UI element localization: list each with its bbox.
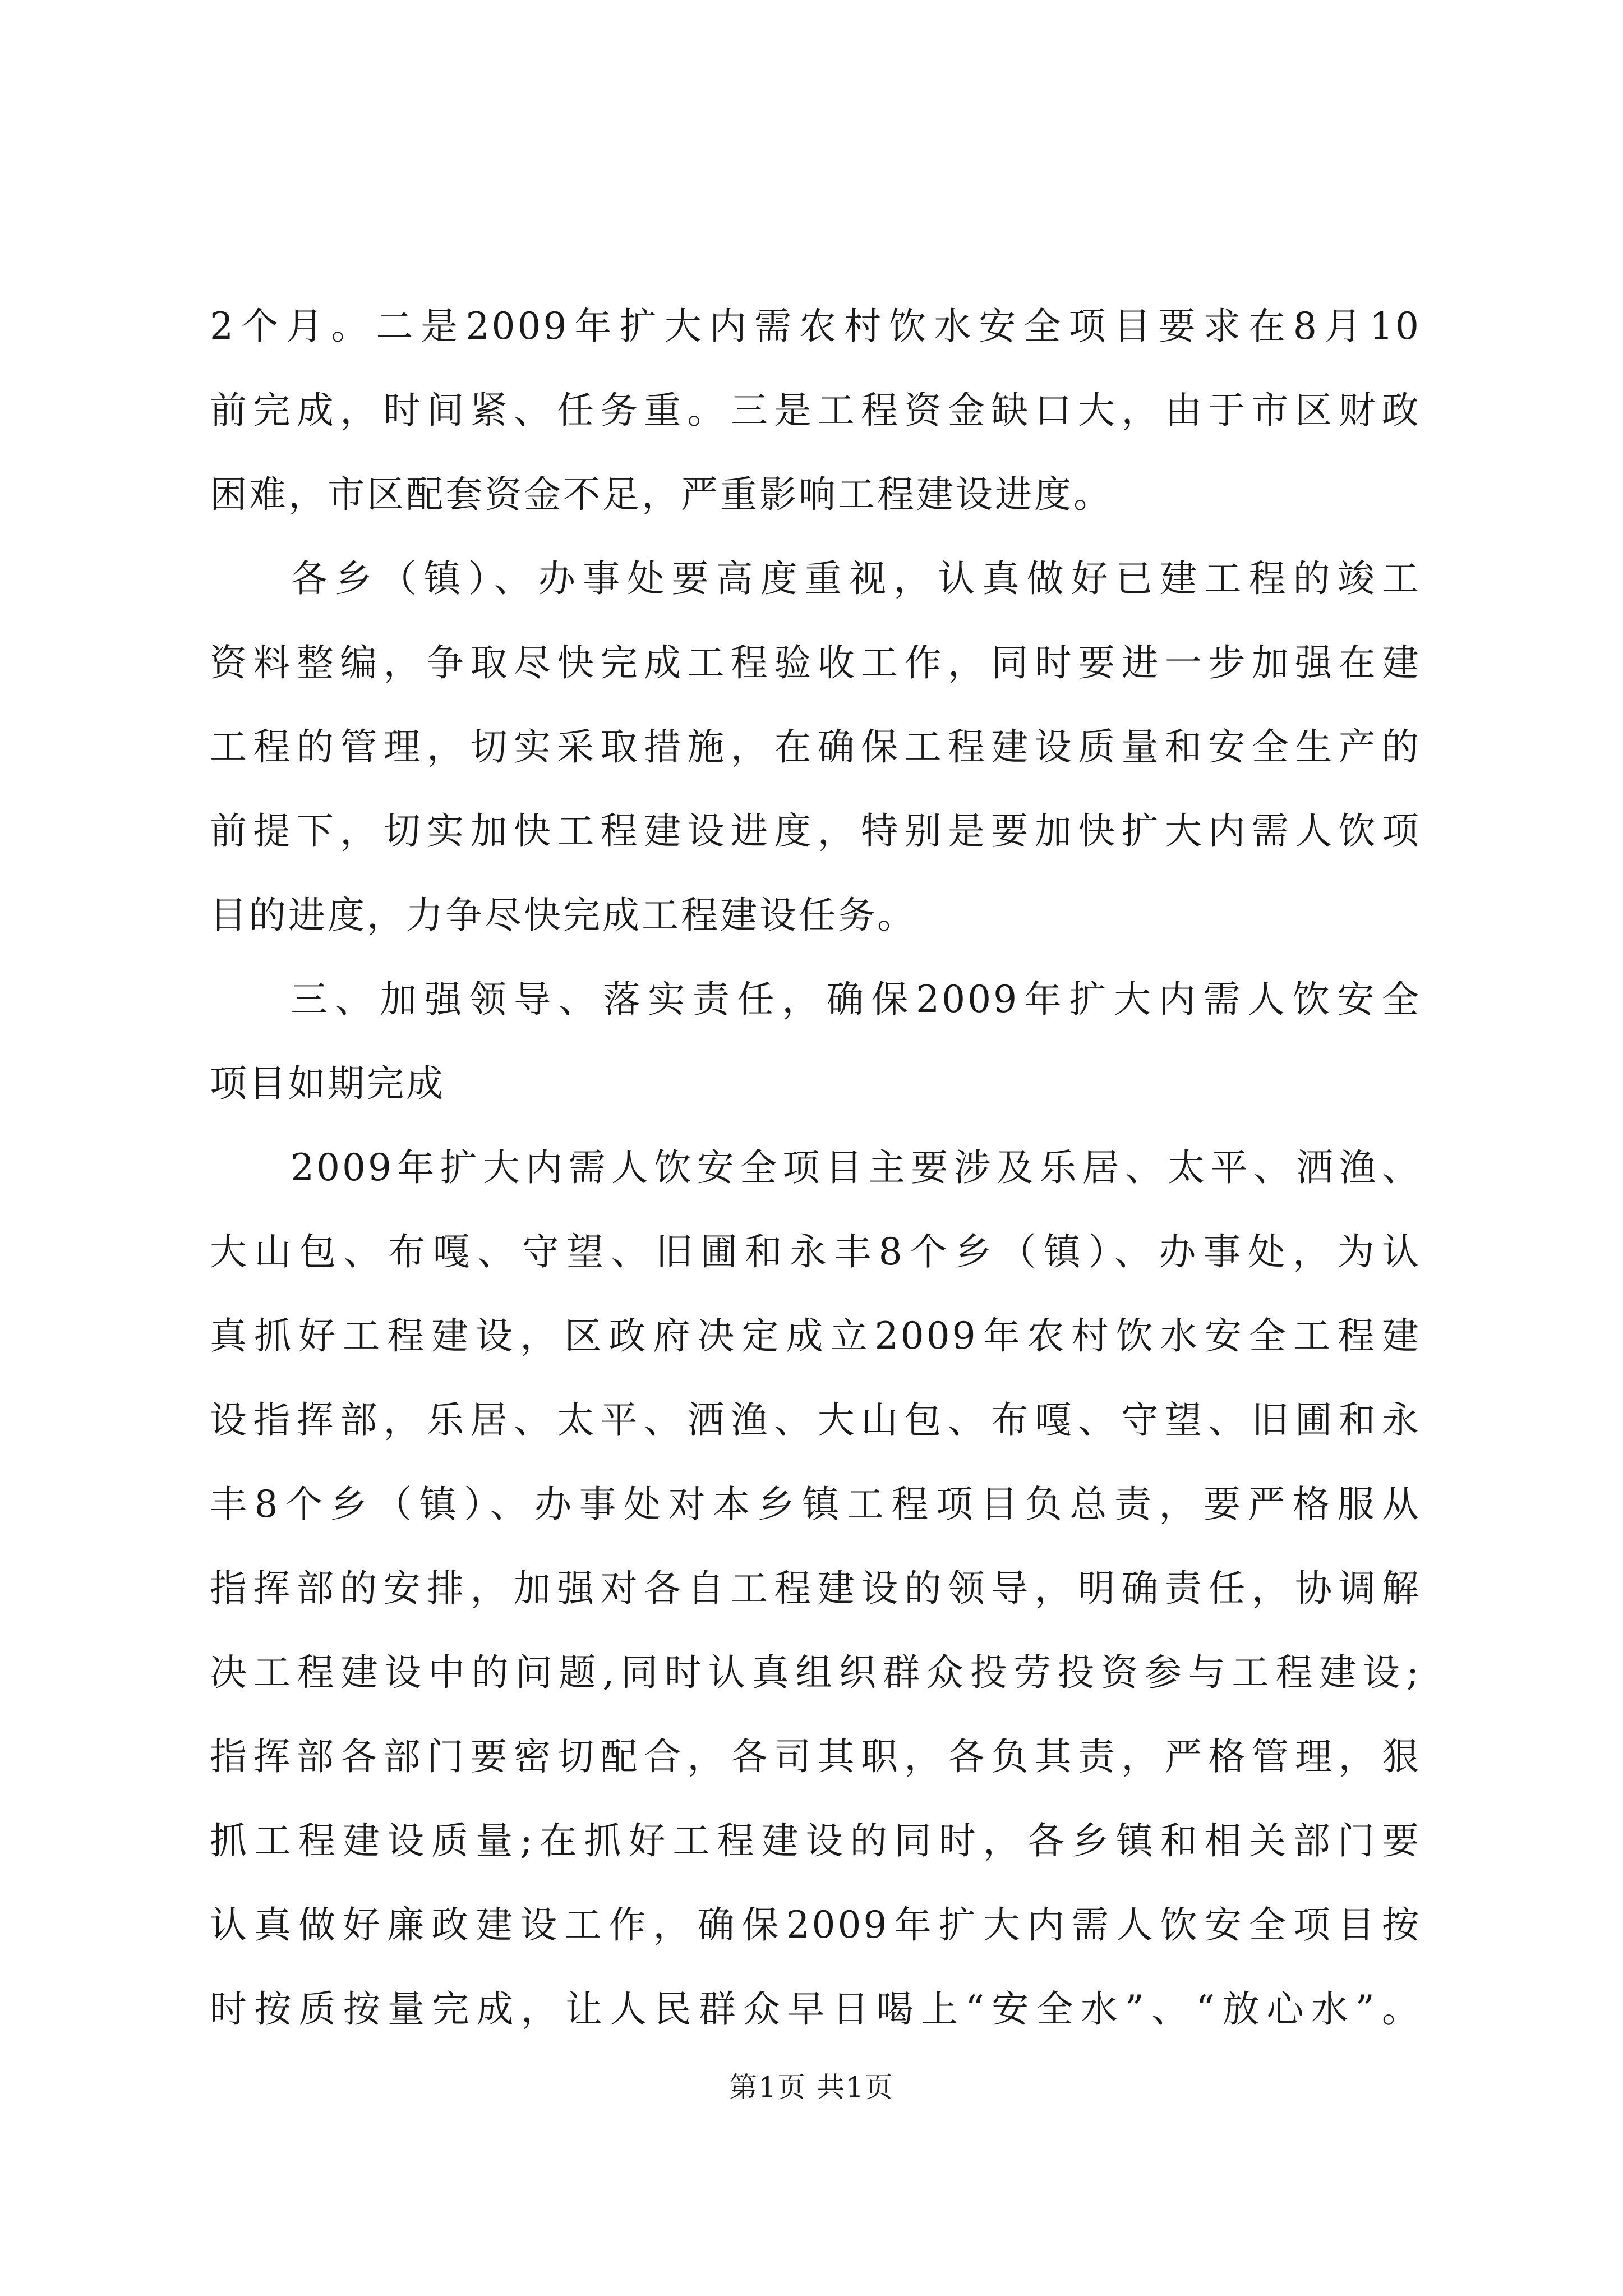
body-line: 2个月。二是2009年扩大内需农村饮水安全项目要求在8月10 (210, 305, 1421, 348)
body-line: 决工程建设中的问题,同时认真组织群众投劳投资参与工程建设; (210, 1651, 1421, 1694)
page-footer: 第1页 共1页 (729, 2071, 894, 2104)
body-line: 真抓好工程建设，区政府决定成立2009年农村饮水安全工程建 (210, 1314, 1421, 1358)
body-line: 前完成，时间紧、任务重。三是工程资金缺口大，由于市区财政 (210, 389, 1421, 432)
body-line: 目的进度，力争尽快完成工程建设任务。 (210, 894, 916, 937)
body-line: 指挥部的安排，加强对各自工程建设的领导，明确责任，协调解 (210, 1567, 1421, 1610)
paragraph-first-line: 2009年扩大内需人饮安全项目主要涉及乐居、太平、洒渔、 (291, 1146, 1421, 1189)
body-line: 困难，市区配套资金不足，严重影响工程建设进度。 (210, 473, 1113, 516)
body-line: 前提下，切实加快工程建设进度，特别是要加快扩大内需人饮项 (210, 809, 1421, 853)
body-line: 大山包、布嘎、守望、旧圃和永丰8个乡（镇）、办事处，为认 (210, 1230, 1421, 1273)
section-heading: 三、加强领导、落实责任，确保2009年扩大内需人饮安全 (291, 978, 1421, 1021)
body-line: 指挥部各部门要密切配合，各司其职，各负其责，严格管理，狠 (210, 1735, 1421, 1778)
paragraph-first-line: 各乡（镇）、办事处要高度重视，认真做好已建工程的竣工 (291, 557, 1421, 600)
section-heading-continued: 项目如期完成 (210, 1062, 445, 1105)
body-line: 资料整编，争取尽快完成工程验收工作，同时要进一步加强在建 (210, 641, 1421, 684)
body-line: 丰8个乡（镇）、办事处对本乡镇工程项目负总责，要严格服从 (210, 1483, 1421, 1526)
body-line: 认真做好廉政建设工作，确保2009年扩大内需人饮安全项目按 (210, 1903, 1421, 1947)
body-line: 抓工程建设质量;在抓好工程建设的同时，各乡镇和相关部门要 (210, 1819, 1421, 1862)
body-line: 工程的管理，切实采取措施，在确保工程建设质量和安全生产的 (210, 725, 1421, 769)
body-line: 时按质按量完成，让人民群众早日喝上“安全水”、“放心水”。 (210, 1987, 1421, 2031)
body-line: 设指挥部，乐居、太平、洒渔、大山包、布嘎、守望、旧圃和永 (210, 1398, 1421, 1442)
